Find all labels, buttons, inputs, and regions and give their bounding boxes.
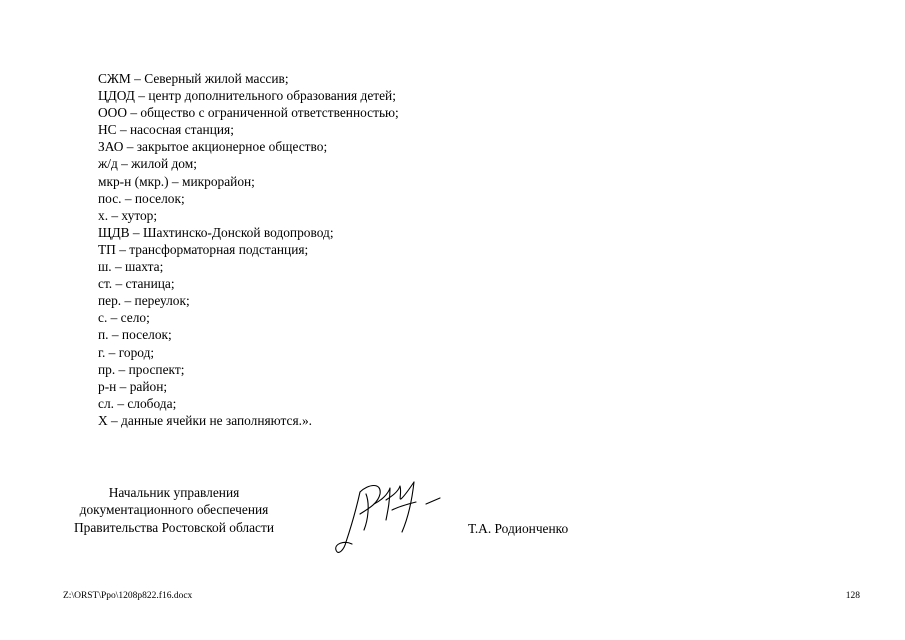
signer-position-line: документационного обеспечения: [79, 502, 269, 518]
abbreviation-item: ООО – общество с ограниченной ответственностью;: [98, 105, 399, 121]
abbreviation-item: с. – село;: [98, 310, 150, 326]
handwritten-signature: [330, 470, 450, 560]
abbreviation-item: ж/д – жилой дом;: [98, 156, 197, 172]
abbreviation-item: Х – данные ячейки не заполняются.».: [98, 412, 313, 428]
abbreviation-item: ш. – шахта;: [98, 259, 164, 275]
signer-position-line: Начальник управления: [108, 485, 240, 500]
signer-position: [45, 484, 303, 536]
abbreviation-item: пр. – проспект;: [98, 361, 185, 377]
abbreviation-item: сл. – слобода;: [98, 395, 177, 411]
abbreviation-item: СЖМ – Северный жилой массив;: [98, 71, 289, 86]
abbreviation-item: х. – хутор;: [98, 207, 158, 223]
abbreviation-item: р-н – район;: [98, 378, 168, 394]
abbreviation-item: пер. – переулок;: [98, 293, 190, 309]
abbreviations-list: [98, 70, 399, 429]
abbreviation-item: п. – поселок;: [98, 327, 172, 343]
footer-file-path: Z:\ORST\Ppo\1208p822.f16.docx: [63, 591, 193, 601]
abbreviation-item: пос. – поселок;: [98, 190, 185, 206]
abbreviation-item: ТП – трансформаторная подстанция;: [98, 241, 309, 257]
abbreviation-item: ЗАО – закрытое акционерное общество;: [98, 139, 328, 155]
signer-name: Т.А. Родионченко: [468, 521, 569, 536]
footer-page-number: 128: [845, 591, 860, 601]
abbreviation-item: ЩДВ – Шахтинско-Донской водопровод;: [98, 224, 334, 240]
abbreviation-item: г. – город;: [98, 344, 155, 360]
abbreviation-item: мкр-н (мкр.) – микрорайон;: [98, 173, 255, 189]
abbreviation-item: НС – насосная станция;: [98, 122, 234, 138]
signer-position-line: Правительства Ростовской области: [73, 519, 275, 535]
abbreviation-item: ст. – станица;: [98, 276, 175, 292]
abbreviation-item: ЦДОД – центр дополнительного образования детей;: [98, 88, 396, 104]
